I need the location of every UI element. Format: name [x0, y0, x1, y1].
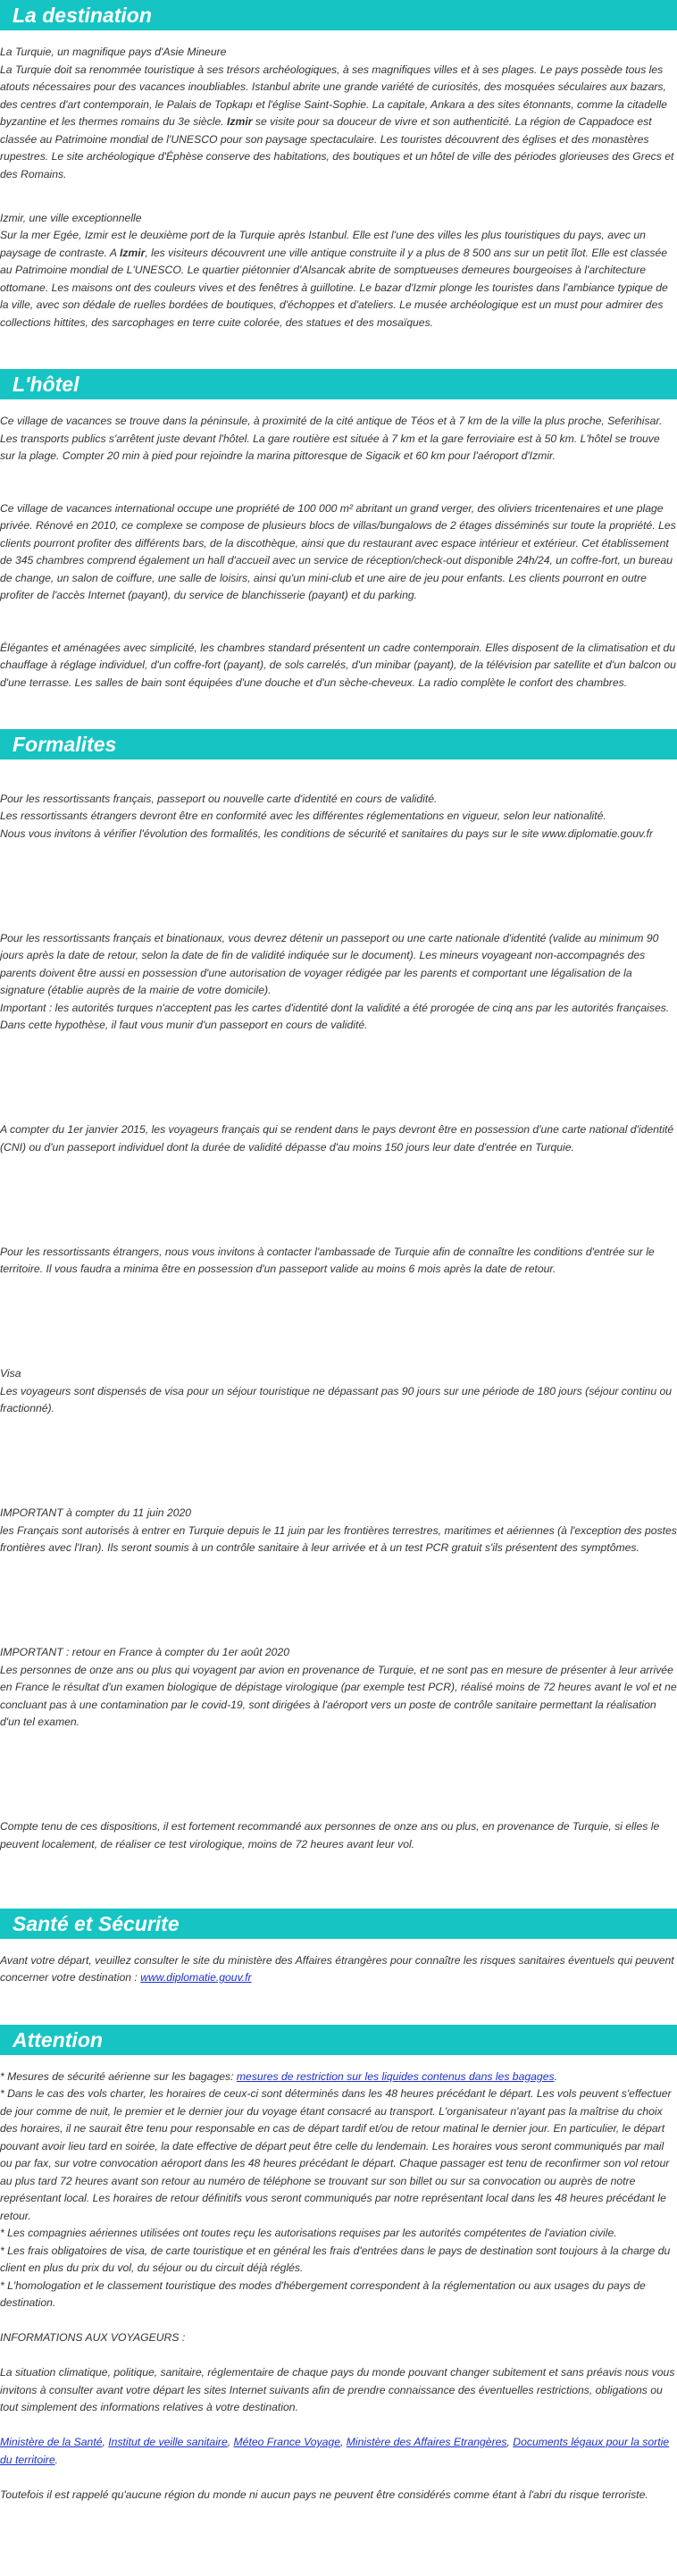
formalites-paragraph-3: A compter du 1er janvier 2015, les voyageurs français qui se rendent dans le pays devront être en possession d'une carte national d'identité (CNI) ou d'un passeport individuel dont la durée de validité dépasse d'au moins 150 jours leur date d'entrée en Turquie. [0, 1123, 674, 1154]
formalites-recommendation: Compte tenu de ces dispositions, il est fortement recommandé aux personnes de onze ans ou plus, en provenance de Turquie, si elles le peuvent localement, de réaliser ce test virologique, moins de 72 heures avant leur vol. [0, 1820, 660, 1850]
section-heading-formalites: Formalites [0, 729, 677, 759]
section-formalites [0, 729, 677, 1871]
attention-bullet-baggage: * Mesures de sécurité aérienne sur les bagages: mesures de restriction sur les liquides contenus dans les bagages. [0, 2069, 557, 2083]
link-meteo-france[interactable]: Méteo France Voyage [233, 2436, 340, 2448]
destination-izmir-text: Sur la mer Egée, Izmir est le deuxième port de la Turquie après Istanbul. Elle est l'une des villes les plus touristiques du pays, avec un paysage de contraste. A Izmir, les visiteurs découvrent une ville antique construite il y a plus de 8 500 ans sur un petit îlot. Elle est classée au Patrimoine mondial de L'UNESCO. Le quartier piétonnier d'Alsancak abrite de somptueuses demeures bourgeoises à l'architecture ottomane. Les maisons ont des couleurs vives et des fenêtres à guillotine. Le bazar d'Izmir plonge les touristes dans l'ambiance typique de la ville, avec son dédale de ruelles bordées de boutiques, d'échoppes et d'ateliers. Le musée archéologique est un must pour admirer des collections hittites, des sarcophages en terre cuite colorée, des statues et des mosaïques. [0, 229, 668, 329]
destination-izmir-title: Izmir, une ville exceptionnelle [0, 211, 142, 224]
section-body-hotel [0, 399, 677, 692]
attention-info-title: INFORMATIONS AUX VOYAGEURS : [0, 2331, 186, 2344]
link-affaires-etrangeres[interactable]: Ministère des Affaires Etrangères [346, 2436, 507, 2448]
sante-text: Avant votre départ, veuillez consulter le site du ministère des Affaires étrangères pour connaître les risques sanitaires éventuels qui peuvent concerner votre destination : www.diplomatie.gouv.fr [0, 1953, 674, 1984]
hotel-paragraph-3: Élégantes et aménagées avec simplicité, les chambres standard présentent un cadre contemporain. Elles disposent de la climatisation et du chauffage à réglage individuel, d'un coffre-fort (payant), de sols carrelés, d'un minibar (payant), de la télévision par satellite et d'un balcon ou d'une terrasse. Les salles de bain sont équipées d'une douche et d'un sèche-cheveux. La radio complète le confort des chambres. [0, 641, 676, 689]
formalites-visa: Visa Les voyageurs sont dispensés de visa pour un séjour touristique ne dépassant pas 90 jours sur une période de 180 jours (séjour continu ou fractionné). [0, 1367, 673, 1414]
attention-bullet-compagnies: * Les compagnies aériennes utilisées ont toutes reçu les autorisations requises par les autorités compétentes de l'aviation civile. [0, 2227, 617, 2239]
section-body-destination [0, 30, 677, 331]
section-hotel [0, 369, 677, 692]
formalites-paragraph-4: Pour les ressortissants étrangers, nous vous invitons à contacter l'ambassade de Turquie afin de connaître les conditions d'entrée sur le territoire. Il vous faudra a minima être en possession d'un passeport valide au moins 6 mois après la date de retour. [0, 1245, 655, 1275]
formalites-important-juin: IMPORTANT à compter du 11 juin 2020 les Français sont autorisés à entrer en Turquie depuis le 11 juin par les frontières terrestres, maritimes et aériennes (à l'exception des postes frontières avec l'Iran). Ils seront soumis à un contrôle sanitaire à leur arrivée et à un test PCR gratuit s'ils présentent des symptômes. [0, 1506, 677, 1554]
attention-bullet-frais: * Les frais obligatoires de visa, de carte touristique et en général les frais d'entrées dans le pays de destination sont toujours à la charge du client en plus du prix du vol, du séjour ou du circuit déjà réglés. [0, 2244, 671, 2274]
section-heading-destination: La destination [0, 0, 677, 30]
section-body-attention [0, 2055, 677, 2505]
hotel-paragraph-2: Ce village de vacances international occupe une propriété de 100 000 m² abritant un grand verger, des oliviers tricentenaires et une plage privée. Rénové en 2010, ce complexe se compose de plusieurs blocs de villas/bungalows de 2 étages disséminés sur toute la propriété. Les clients pourront profiter des différents bars, de la discothèque, ainsi que du restaurant avec espace intérieur et extérieur. Cet établissement de 345 chambres comprend également un hall d'accueil avec un service de réception/check-out disponible 24h/24, un coffre-fort, un bureau de change, un salon de coiffure, une salle de loisirs, ainsi qu'un mini-club et une aire de jeu pour enfants. Les clients pourront en outre profiter de l'accès Internet (payant), du service de blanchisserie (payant) et du parking. [0, 501, 676, 601]
section-sante [0, 1909, 677, 1987]
section-destination [0, 0, 677, 331]
formalites-paragraph-1: Pour les ressortissants français, passeport ou nouvelle carte d'identité en cours de validité. Les ressortissants étrangers devront être en conformité avec les différentes réglementations en vigueur, selon leur nationalité. Nous vous invitons à vérifier l'évolution des formalités, les conditions de sécurité et sanitaires du pays sur le site www.diplomatie.gouv.fr [0, 792, 653, 840]
section-heading-attention: Attention [0, 2025, 677, 2055]
hotel-paragraph-1: Ce village de vacances se trouve dans la péninsule, à proximité de la cité antique de Téos et à 7 km de la ville la plus proche, Seferihisar. Les transports publics s'arrêtent juste devant l'hôtel. La gare routière est située à 7 km et la gare ferroviaire est à 50 km. L'hôtel se trouve sur la plage. Compter 20 min à pied pour rejoindre la marina pittoresque de Sigacik et 60 km pour l'aéroport d'Izmir. [0, 415, 663, 462]
section-heading-sante: Santé et Sécurite [0, 1909, 677, 1939]
attention-info-text: La situation climatique, politique, sanitaire, réglementaire de chaque pays du monde pouvant changer subitement et sans préavis nous vous invitons à consulter avant votre départ les sites Internet suivants afin de prendre connaissance des éventuelles restrictions, obligations ou tout simplement des informations relatives à votre destination. [0, 2366, 675, 2413]
formalites-paragraph-2: Pour les ressortissants français et binationaux, vous devrez détenir un passeport ou une carte nationale d'identité (valide au minimum 90 jours après la date de retour, selon la date de fin de validité indiquée sur le document). Les mineurs voyageant non-accompagnés des parents doivent être aussi en possession d'une autorisation de voyager rédigée par les parents et comportant une légalisation de la signature (établie auprès de la mairie de votre domicile). Important : les autorités turques n'acceptent pas les cartes d'identité dont la validité a été prorogée de cinq ans par les autorités françaises. Dans cette hypothèse, il faut vous munir d'un passeport en cours de validité. [0, 931, 670, 1031]
section-attention [0, 2025, 677, 2505]
destination-intro-title: La Turquie, un magnifique pays d'Asie Mineure [0, 46, 227, 58]
liquides-restriction-link[interactable]: mesures de restriction sur les liquides contenus dans les bagages [236, 2069, 555, 2083]
link-veille-sanitaire[interactable]: Institut de veille sanitaire [108, 2436, 228, 2448]
diplomatie-link[interactable]: www.diplomatie.gouv.fr [140, 1971, 252, 1984]
destination-intro-text: La Turquie doit sa renommée touristique à ses trésors archéologiques, à ses magnifiques villes et à ses plages. Le pays possède tous les atouts nécessaires pour des vacances inoubliables. Istanbul abrite une grande variété de curiosités, des mosquées séculaires aux bazars, des centres d'art contemporain, le Palais de Topkapı et l'église Saint-Sophie. La capitale, Ankara a des sites étonnants, comme la citadelle byzantine et les thermes romains du 3e siècle. Izmir se visite pour sa douceur de vivre et son authenticité. La région de Cappadoce est classée au Patrimoine mondial de l'UNESCO pour son paysage spectaculaire. Les touristes découvrent des églises et des monastères rupestres. Le site archéologique d'Éphèse conserve des habitations, des boutiques et un hôtel de ville des périodes glorieuses des Grecs et des Romains. [0, 63, 674, 180]
attention-final: Toutefois il est rappelé qu'aucune région du monde ni aucun pays ne peuvent être considérés comme étant à l'abri du risque terroriste. [0, 2488, 648, 2501]
link-documents-legaux[interactable]: Documents légaux pour la sortie du territoire [0, 2436, 670, 2466]
section-heading-hotel: L'hôtel [0, 369, 677, 399]
link-ministere-sante[interactable]: Ministère de la Santé [0, 2436, 103, 2448]
attention-links: Ministère de la Santé, Institut de veille sanitaire, Méteo France Voyage, Ministère des Affaires Etrangères, Documents légaux pour la sortie du territoire. [0, 2436, 670, 2466]
attention-bullet-charter: * Dans le cas des vols charter, les horaires de ceux-ci sont déterminés dans les 48 heures précédant le départ. Les vols peuvent s'effectuer de jour comme de nuit, le premier et le dernier jour du voyage étant consacré au transport. L'organisateur n'ayant pas la maîtrise du choix des horaires, il ne saurait être tenu pour responsable en cas de départ tardif et/ou de retour matinal le dernier jour. En particulier, le départ pouvant avoir lieu tard en soirée, la date effective de départ peut être celle du lendemain. Les horaires vous seront communiqués par mail ou par fax, sur votre convocation aéroport dans les 48 heures précédant le départ. Chaque passager est tenu de reconfirmer son vol retour au plus tard 72 heures avant son retour au numéro de téléphone se trouvant sur son billet ou sur sa convocation ou auprès de notre représentant local. Les horaires de retour définitifs vous seront communiqués par notre représentant local dans les 48 heures précédant le retour. [0, 2087, 672, 2222]
formalites-important-aout: IMPORTANT : retour en France à compter du 1er août 2020 Les personnes de onze ans ou plus qui voyagent par avion en provenance de Turquie, et ne sont pas en mesure de présenter à leur arrivée en France le résultat d'un examen biologique de dépistage virologique (par exemple test PCR), réalisé moins de 72 heures avant le vol et ne concluant pas à une contamination par le covid-19, sont dirigées à l'aéroport vers un poste de contrôle sanitaire permettant la réalisation d'un tel examen. [0, 1646, 677, 1728]
attention-bullet-homologation: * L'homologation et le classement touristique des modes d'hébergement correspondent à la réglementation ou aux usages du pays de destination. [0, 2278, 646, 2309]
section-body-sante [0, 1939, 677, 1987]
section-body-formalites [0, 759, 677, 1871]
